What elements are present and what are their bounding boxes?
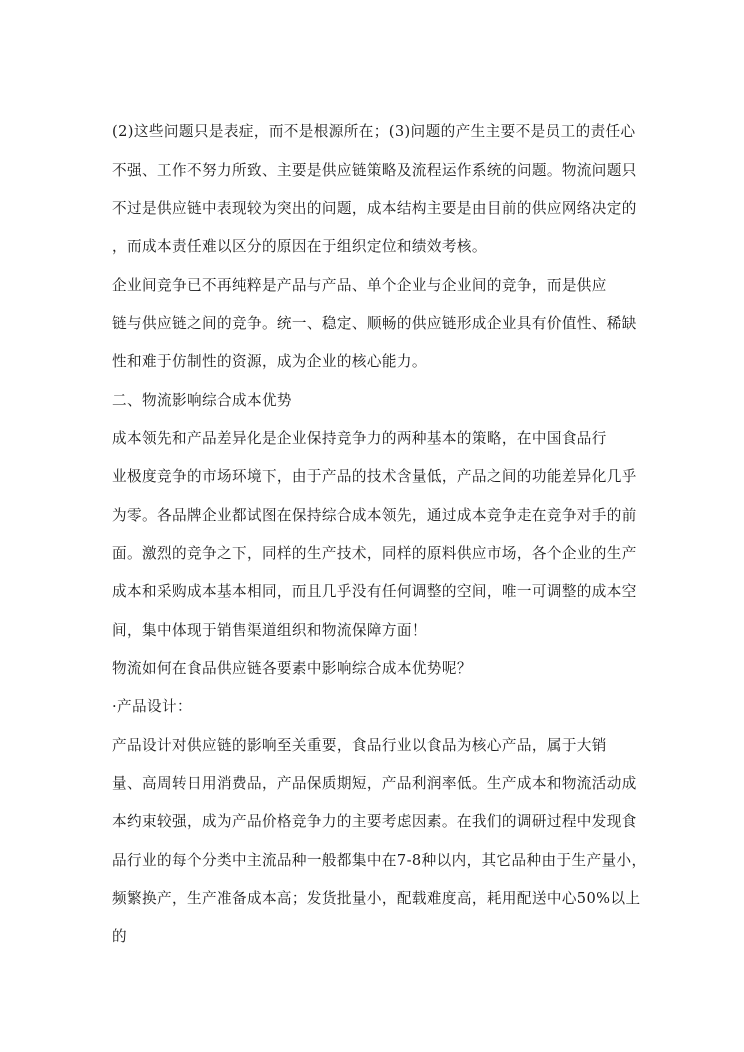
subheading: ·产品设计：: [112, 698, 193, 715]
text-line: 本约束较强，成为产品价格竞争力的主要考虑因素。在我们的调研过程中发现食: [112, 813, 637, 830]
text-line: 面。激烈的竞争之下，同样的生产技术，同样的原料供应市场，各个企业的生产: [112, 545, 637, 562]
text-line: 频繁换产，生产准备成本高；发货批量小，配载难度高，耗用配送中心50%以上: [112, 890, 641, 907]
text-line: 量、高周转日用消费品，产品保质期短，产品利润率低。生产成本和物流活动成: [112, 775, 637, 792]
text-line: 不过是供应链中表现较为突出的问题，成本结构主要是由目前的供应网络决定的: [112, 200, 637, 217]
section-heading: 二、物流影响综合成本优势: [112, 392, 292, 409]
text-line: 品行业的每个分类中主流品种一般都集中在7-8种以内，其它品种由于生产量小，: [112, 852, 647, 869]
text-line: 链与供应链之间的竞争。统一、稳定、顺畅的供应链形成企业具有价值性、稀缺: [112, 315, 637, 332]
text-line: 产品设计对供应链的影响至关重要，食品行业以食品为核心产品，属于大销: [112, 737, 607, 754]
text-line: 成本和采购成本基本相同，而且几乎没有任何调整的空间，唯一可调整的成本空: [112, 583, 637, 600]
text-line: 物流如何在食品供应链各要素中影响综合成本优势呢？: [112, 660, 472, 677]
text-line: ，而成本责任难以区分的原因在于组织定位和绩效考核。: [112, 238, 487, 255]
text-line: 间，集中体现于销售渠道组织和物流保障方面！: [112, 622, 427, 639]
text-line: 性和难于仿制性的资源，成为企业的核心能力。: [112, 353, 427, 370]
text-line: 成本领先和产品差异化是企业保持竞争力的两种基本的策略，在中国食品行: [112, 430, 607, 447]
text-line: 不强、工作不努力所致、主要是供应链策略及流程运作系统的问题。物流问题只: [112, 162, 637, 179]
text-line: 企业间竞争已不再纯粹是产品与产品、单个企业与企业间的竞争，而是供应: [112, 277, 607, 294]
text-line: 业极度竞争的市场环境下，由于产品的技术含量低，产品之间的功能差异化几乎: [112, 468, 637, 485]
text-line: (2)这些问题只是表症，而不是根源所在；(3)问题的产生主要不是员工的责任心: [112, 123, 636, 140]
text-line: 的: [112, 928, 127, 945]
text-line: 为零。各品牌企业都试图在保持综合成本领先，通过成本竞争走在竞争对手的前: [112, 507, 637, 524]
